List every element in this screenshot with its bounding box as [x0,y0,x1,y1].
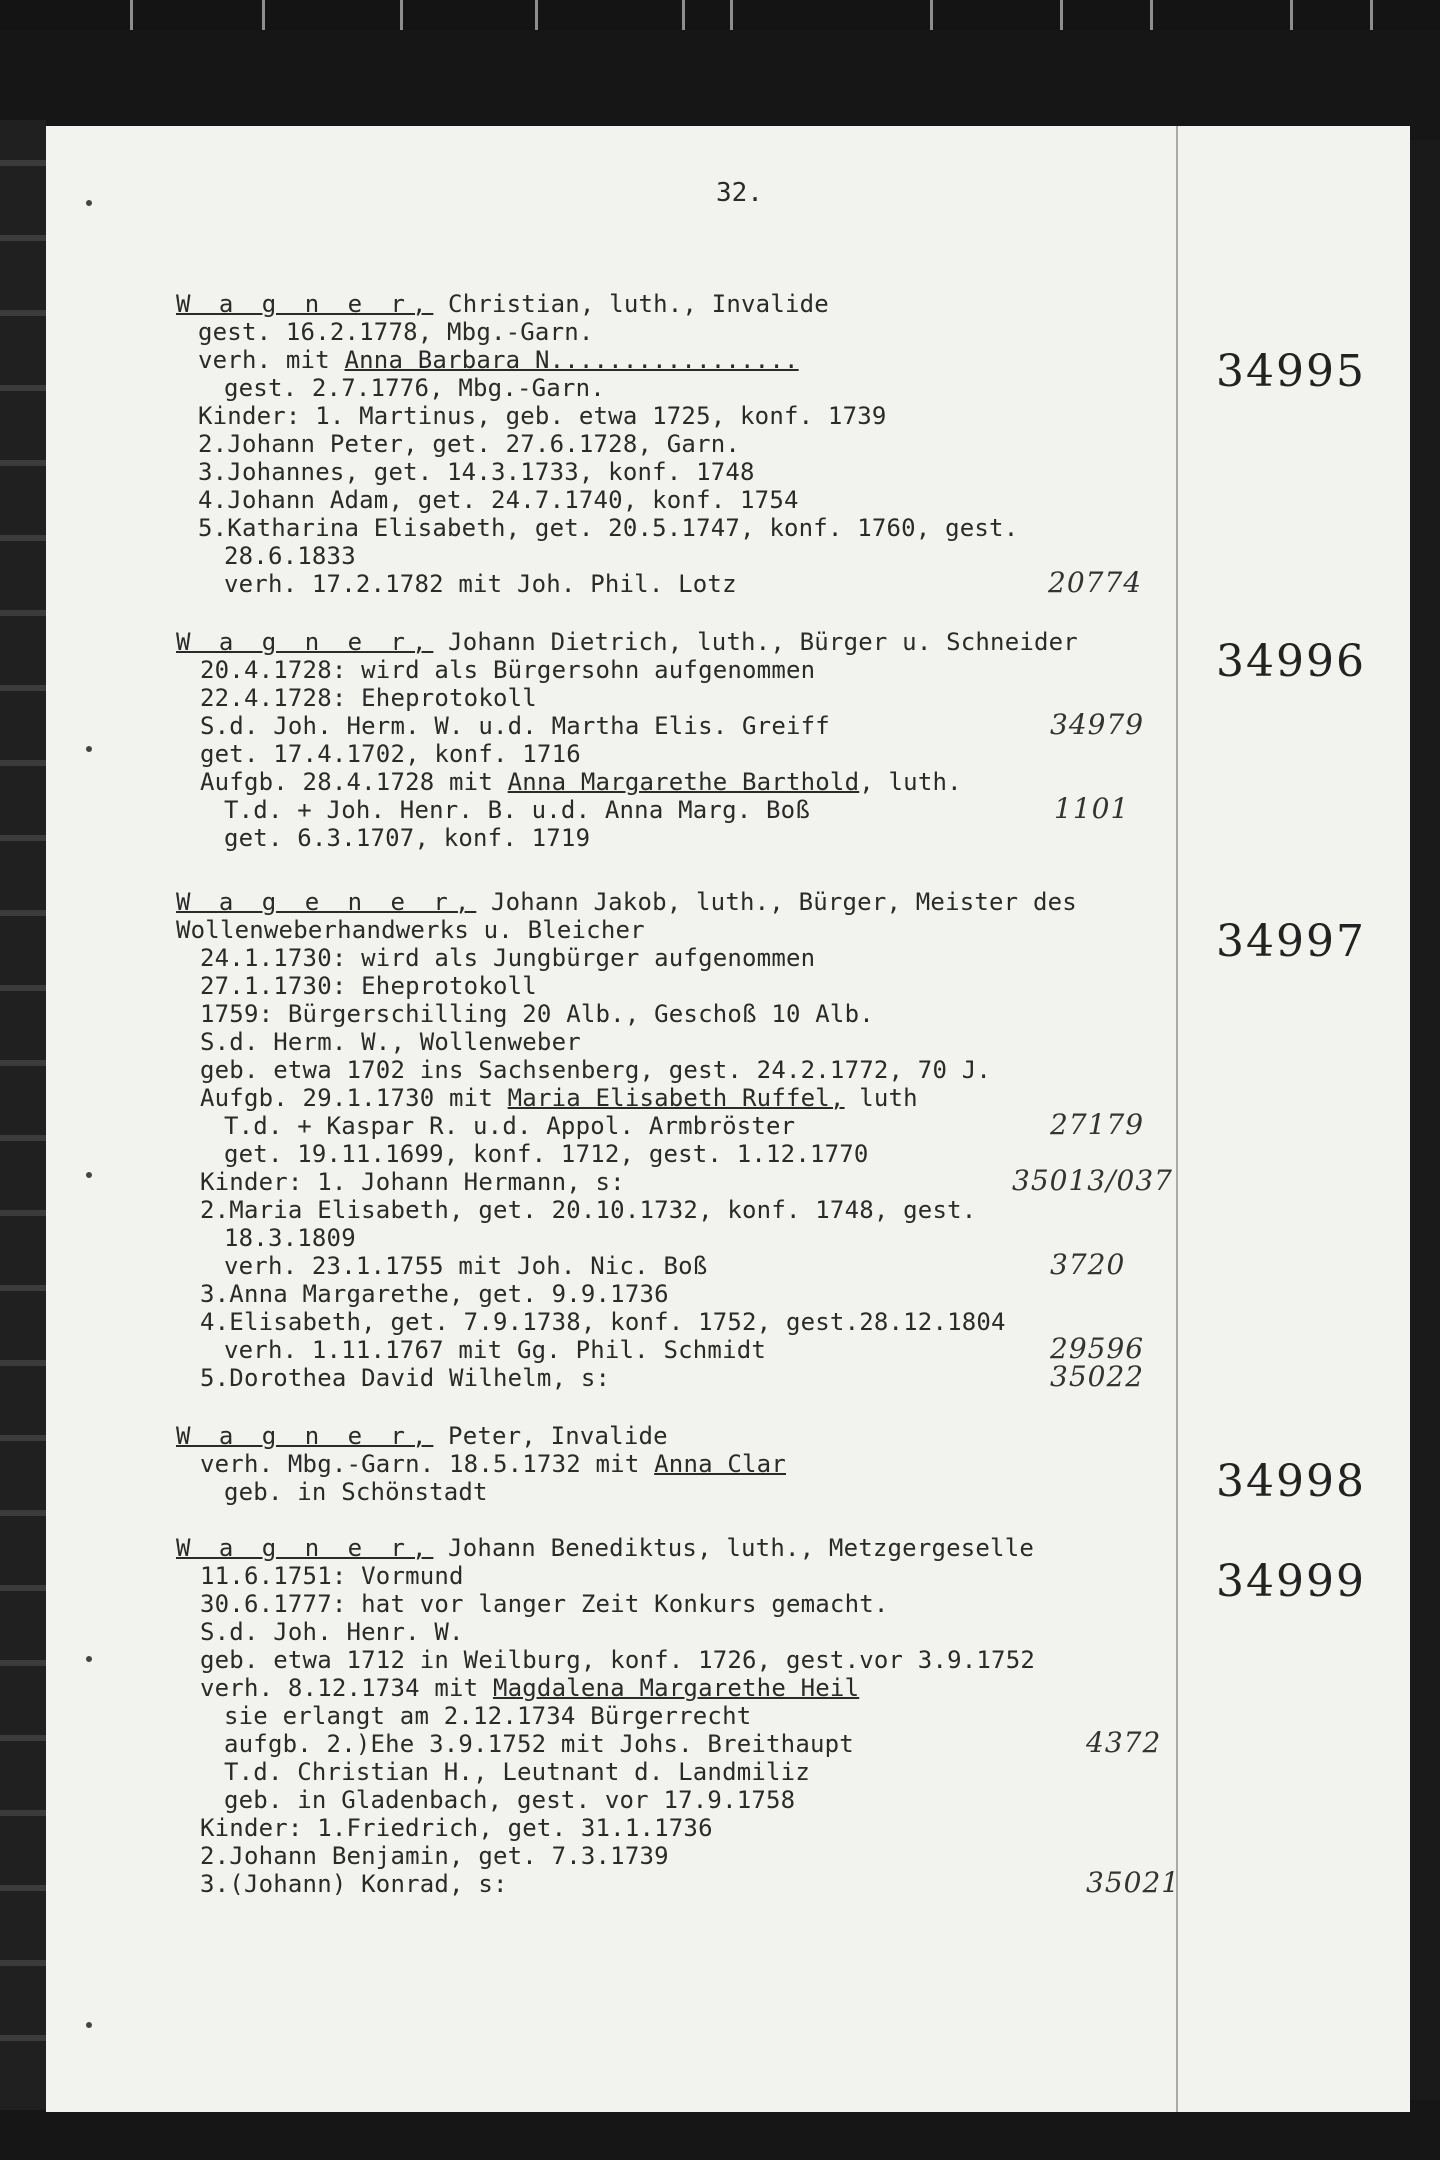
film-tick [1290,0,1293,30]
line-text: , luth. [859,768,962,796]
surname: W a g n e r, [176,1534,434,1562]
entry-line [200,972,537,1000]
film-bar [0,1135,46,1141]
entry-line [224,1224,356,1252]
surname: W a g n e r, [176,1422,434,1450]
entry-line [200,1028,581,1056]
film-bar [0,1510,46,1516]
line-text: Kinder: 1. Martinus, geb. etwa 1725, konf. 1739 [198,402,887,430]
line-text: 24.1.1730: wird als Jungbürger aufgenommen [200,944,816,972]
punch-hole-dot [86,2022,92,2028]
line-text: luth [844,1084,918,1112]
line-text: Johann Jakob, luth., Bürger, Meister des [476,888,1077,916]
spouse-name: Maria Elisabeth Ruffel, [507,1084,845,1112]
line-text: get. 19.11.1699, konf. 1712, gest. 1.12.1770 [224,1140,869,1168]
line-text: verh. 17.2.1782 mit Joh. Phil. Lotz [224,570,737,598]
entry-line [224,1758,810,1786]
film-bar [0,1660,46,1666]
entry-line [224,570,737,598]
line-text: 5.Katharina Elisabeth, get. 20.5.1747, konf. 1760, gest. [198,514,1019,542]
entry-line [200,1814,713,1842]
film-tick [400,0,403,30]
line-text: 18.3.1809 [224,1224,356,1252]
reference-number: 34995 [1216,346,1366,397]
line-text: verh. mit [198,346,345,374]
handwritten-cross-reference: 4372 [1086,1726,1162,1759]
entry-line [198,346,799,374]
film-bar [0,1960,46,1966]
film-bar [0,310,46,316]
line-text: S.d. Herm. W., Wollenweber [200,1028,581,1056]
entry-line [198,430,740,458]
entry-line [224,1336,766,1364]
entry-line [224,1730,854,1758]
line-text: T.d. + Kaspar R. u.d. Appol. Armbröster [224,1112,796,1140]
line-text: Peter, Invalide [433,1422,668,1450]
line-text: gest. 2.7.1776, Mbg.-Garn. [224,374,605,402]
line-text: 4.Johann Adam, get. 24.7.1740, konf. 1754 [198,486,799,514]
line-text: 3.Johannes, get. 14.3.1733, konf. 1748 [198,458,755,486]
line-text: verh. 23.1.1755 mit Joh. Nic. Boß [224,1252,708,1280]
film-bar [0,1735,46,1741]
entry-line [200,944,815,972]
entry-line [176,916,645,944]
line-text: sie erlangt am 2.12.1734 Bürgerrecht [224,1702,752,1730]
film-tick [130,0,133,30]
line-text: S.d. Joh. Henr. W. [200,1618,464,1646]
entry-line [200,1618,464,1646]
entry-line [200,1674,859,1702]
entry-line [224,796,810,824]
punch-hole-dot [86,1172,92,1178]
line-text: 5.Dorothea David Wilhelm, s: [200,1364,611,1392]
reference-number: 34998 [1216,1456,1366,1507]
line-text: verh. Mbg.-Garn. 18.5.1732 mit [200,1450,655,1478]
handwritten-cross-reference: 29596 [1050,1332,1145,1365]
line-text: T.d. Christian H., Leutnant d. Landmiliz [224,1758,810,1786]
film-bar [0,1210,46,1216]
line-text: 3.(Johann) Konrad, s: [200,1870,508,1898]
punch-hole-dot [86,1656,92,1662]
film-bar [0,1810,46,1816]
line-text: 4.Elisabeth, get. 7.9.1738, konf. 1752, gest.28.12.1804 [200,1308,1006,1336]
line-text: get. 6.3.1707, konf. 1719 [224,824,591,852]
film-bar [0,160,46,166]
surname: W a g n e r, [176,290,434,318]
line-text: S.d. Joh. Herm. W. u.d. Martha Elis. Greiff [200,712,830,740]
entry-line [200,712,830,740]
entry-line [224,374,605,402]
film-bar [0,385,46,391]
entry-line [200,1870,508,1898]
reference-number: 34996 [1216,636,1366,687]
line-text: Kinder: 1.Friedrich, get. 31.1.1736 [200,1814,713,1842]
reference-number: 34997 [1216,916,1366,967]
handwritten-cross-reference: 35021 [1086,1866,1181,1899]
entry-line [200,1056,991,1084]
film-bar [0,1585,46,1591]
line-text: 27.1.1730: Eheprotokoll [200,972,537,1000]
document-page [46,126,1410,2112]
entry-line [200,1364,610,1392]
line-text: Johann Benediktus, luth., Metzgergeselle [433,1534,1035,1562]
line-text: 30.6.1777: hat vor langer Zeit Konkurs gemacht. [200,1590,889,1618]
film-bar [0,535,46,541]
line-text: get. 17.4.1702, konf. 1716 [200,740,581,768]
film-bar [0,685,46,691]
film-bar [0,235,46,241]
spouse-name: Anna Margarethe Barthold [507,768,860,796]
line-text: aufgb. 2.)Ehe 3.9.1752 mit Johs. Breithaupt [224,1730,854,1758]
entry-line [200,1196,976,1224]
film-tick [730,0,733,30]
page-number: 32. [716,178,763,208]
surname: W a g e n e r, [176,888,477,916]
punch-hole-dot [86,746,92,752]
entry-line [224,1702,751,1730]
handwritten-cross-reference: 1101 [1054,792,1130,825]
line-text: Aufgb. 28.4.1728 mit [200,768,508,796]
film-bar [0,760,46,766]
entry-line [200,1562,464,1590]
entry-line [198,514,1018,542]
line-text: Johann Dietrich, luth., Bürger u. Schneider [433,628,1078,656]
film-tick [535,0,538,30]
entry-line [200,740,581,768]
punch-hole-dot [86,200,92,206]
film-tick [1060,0,1063,30]
entry-line [200,1308,1006,1336]
entry-line [200,1842,669,1870]
entry-line [200,684,537,712]
line-text: Wollenweberhandwerks u. Bleicher [176,916,645,944]
entry-line [224,1112,795,1140]
film-bar [0,835,46,841]
entry-heading [176,1534,1034,1562]
entry-line [198,458,755,486]
film-bar [0,1885,46,1891]
line-text: geb. etwa 1712 in Weilburg, konf. 1726, gest.vor 3.9.1752 [200,1646,1036,1674]
entry-heading [176,888,1077,916]
film-bar [0,910,46,916]
line-text: 2.Johann Peter, get. 27.6.1728, Garn. [198,430,741,458]
margin-rule [1176,126,1178,2112]
line-text: verh. 8.12.1734 mit [200,1674,493,1702]
entry-line [224,824,590,852]
line-text: 2.Maria Elisabeth, get. 20.10.1732, konf. 1748, gest. [200,1196,977,1224]
reference-number: 34999 [1216,1556,1366,1607]
entry-line [224,1252,707,1280]
handwritten-cross-reference: 3720 [1050,1248,1126,1281]
entry-line [200,1280,669,1308]
film-strip-right [1410,140,1440,2100]
entry-line [224,1786,795,1814]
entry-line [200,1646,1035,1674]
spouse-name: Anna Clar [654,1450,786,1478]
handwritten-cross-reference: 34979 [1050,708,1145,741]
entry-line [198,318,594,346]
film-strip-top [0,0,1440,30]
entry-heading [176,290,829,318]
line-text: gest. 16.2.1778, Mbg.-Garn. [198,318,594,346]
spouse-name: Magdalena Margarethe Heil [492,1674,860,1702]
line-text: 11.6.1751: Vormund [200,1562,464,1590]
entry-line [198,486,799,514]
line-text: 22.4.1728: Eheprotokoll [200,684,537,712]
line-text: T.d. + Joh. Henr. B. u.d. Anna Marg. Boß [224,796,810,824]
entry-line [200,768,962,796]
entry-line [224,1478,488,1506]
handwritten-cross-reference: 35013/037 [1012,1164,1173,1197]
entry-line [200,1000,874,1028]
film-bar [0,985,46,991]
film-bar [0,1285,46,1291]
line-text: 20.4.1728: wird als Bürgersohn aufgenommen [200,656,816,684]
film-bar [0,610,46,616]
film-bar [0,1435,46,1441]
film-tick [1150,0,1153,30]
entry-line [198,402,887,430]
line-text: geb. in Gladenbach, gest. vor 17.9.1758 [224,1786,796,1814]
film-bar [0,1360,46,1366]
spouse-name: Anna Barbara N................. [344,346,799,374]
line-text: 28.6.1833 [224,542,356,570]
line-text: geb. etwa 1702 ins Sachsenberg, gest. 24.2.1772, 70 J. [200,1056,992,1084]
handwritten-cross-reference: 35022 [1050,1360,1145,1393]
entry-line [200,1450,786,1478]
line-text: Kinder: 1. Johann Hermann, s: [200,1168,625,1196]
surname: W a g n e r, [176,628,434,656]
entry-line [200,1590,889,1618]
film-tick [682,0,685,30]
entry-line [200,1168,625,1196]
line-text: 1759: Bürgerschilling 20 Alb., Geschoß 10 Alb. [200,1000,874,1028]
film-bar [0,1060,46,1066]
line-text: 2.Johann Benjamin, get. 7.3.1739 [200,1842,669,1870]
line-text: 3.Anna Margarethe, get. 9.9.1736 [200,1280,669,1308]
entry-heading [176,1422,668,1450]
film-tick [930,0,933,30]
entry-line [200,1084,918,1112]
entry-heading [176,628,1078,656]
line-text: verh. 1.11.1767 mit Gg. Phil. Schmidt [224,1336,767,1364]
line-text: Christian, luth., Invalide [433,290,829,318]
film-bar [0,460,46,466]
film-strip-left [0,120,46,2110]
entry-line [200,656,815,684]
film-tick [262,0,265,30]
handwritten-cross-reference: 20774 [1048,566,1143,599]
entry-line [224,542,356,570]
line-text: Aufgb. 29.1.1730 mit [200,1084,508,1112]
film-tick [1370,0,1373,30]
line-text: geb. in Schönstadt [224,1478,488,1506]
film-bar [0,2035,46,2041]
handwritten-cross-reference: 27179 [1050,1108,1145,1141]
entry-line [224,1140,869,1168]
